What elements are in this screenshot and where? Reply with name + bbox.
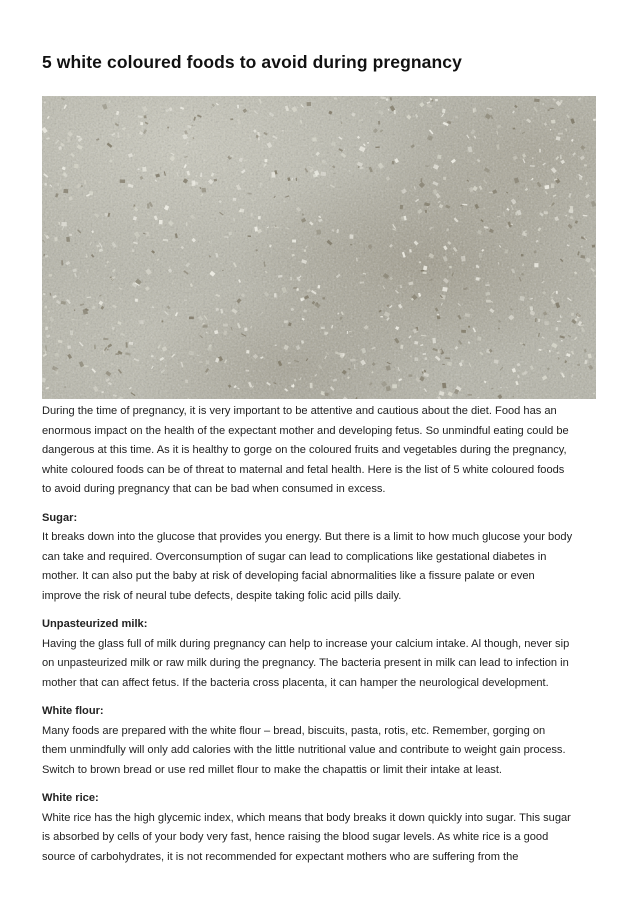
intro-line: dangerous at this time. As it is healthy to gorge on the coloured fruits and vegetables during the pregnancy,: [42, 444, 567, 456]
section-line: mother that can affect fetus. If the bacteria cross placenta, it can hamper the neurological development.: [42, 676, 549, 689]
section-heading-sugar: Sugar:: [42, 511, 78, 524]
section-line: Switch to brown bread or use red millet flour to make the chapattis or limit their intake at least.: [42, 763, 502, 776]
section-line: them unmindfully will only add calories with the little nutritional value and contribute to weight gain process.: [42, 744, 566, 756]
article-title: 5 white coloured foods to avoid during pregnancy: [42, 52, 462, 72]
section-heading-unpasteurized-milk: Unpasteurized milk:: [42, 618, 148, 630]
section-line: Having the glass full of milk during pregnancy can help to increase your calcium intake. Al though, never sip: [42, 637, 570, 650]
paragraph-gap: [42, 780, 596, 789]
section-line: White rice has the high glycemic index, which means that body breaks it down quickly into sugar. This sugar: [42, 811, 571, 824]
article-body: [42, 402, 596, 867]
section-line: on unpasteurized milk or raw milk during the pregnancy. The bacteria present in milk can lead to infection in: [42, 657, 569, 669]
section-line: can take and required. Overconsumption of sugar can lead to complications like gestational diabetes in: [42, 550, 547, 563]
section-line: mother. It can also put the baby at risk of developing facial abnormalities like a fissure palate or even: [42, 570, 535, 582]
sugar-crystals-photo: [42, 96, 596, 399]
intro-line: During the time of pregnancy, it is very important to be attentive and cautious about the diet. Food has an: [42, 405, 557, 417]
paragraph-gap: [42, 693, 596, 702]
sugar-crystals-image: [42, 96, 596, 399]
section-line: It breaks down into the glucose that provides you energy. But there is a limit to how much glucose your body: [42, 531, 573, 543]
paragraph-gap: [42, 606, 596, 615]
paragraph-gap: [42, 500, 596, 509]
section-line: improve the risk of neural tube defects, despite taking folic acid pills daily.: [42, 589, 402, 602]
section-line: Many foods are prepared with the white flour – bread, biscuits, pasta, rotis, etc. Remember, gorging on: [42, 724, 546, 737]
section-heading-white-flour: White flour:: [42, 705, 104, 717]
section-line: source of carbohydrates, it is not recommended for expectant mothers who are suffering from the: [42, 850, 519, 863]
intro-line: white coloured foods can be of threat to maternal and fetal health. Here is the list of 5 white coloured foods: [42, 463, 565, 476]
section-line: is absorbed by cells of your body very fast, hence raising the blood sugar levels. As white rice is a good: [42, 831, 549, 843]
section-heading-white-rice: White rice:: [42, 792, 99, 804]
intro-line: enormous impact on the health of the expectant mother and developing fetus. So unmindful eating could be: [42, 424, 569, 437]
intro-line: to avoid during pregnancy that can be bad when consumed in excess.: [42, 483, 386, 495]
